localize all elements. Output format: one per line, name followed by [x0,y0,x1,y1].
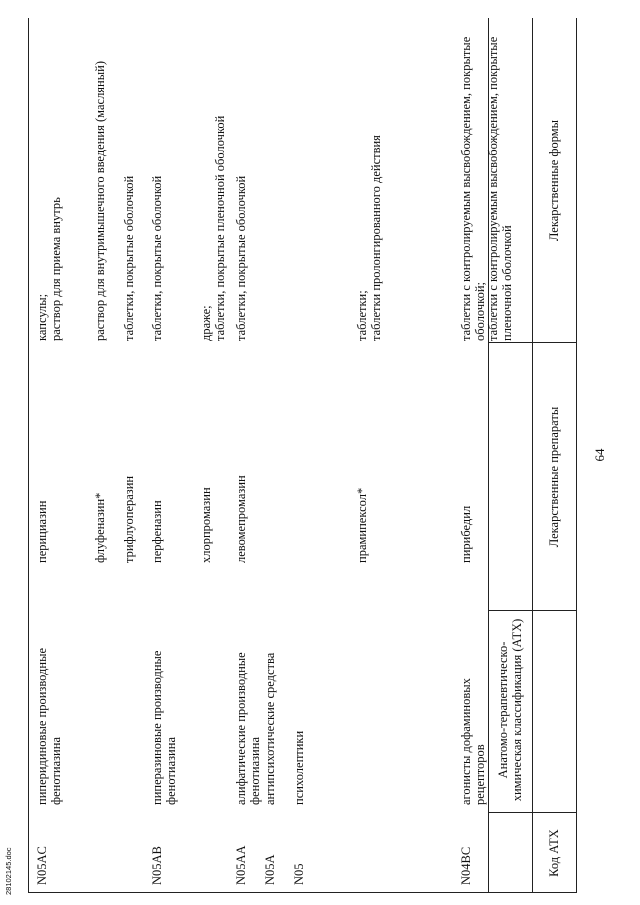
table-cell-code: N05AA [234,845,248,885]
table-cell-drug: трифлуоперазин [122,475,136,563]
table-cell-code: N05A [263,854,277,885]
table-cell-classification: психолептики [292,730,306,805]
table-cell-form: капсулы; раствор для приема внутрь [35,197,63,341]
table-cell-drug: левомепромазин [234,475,248,563]
header-forms: Лекарственные формы [547,119,561,242]
table-cell-classification: пиперидиновые производные фенотиазина [35,647,63,805]
table-cell-form: таблетки с контролируемым высвобождением, покрытые оболочкой; таблетки с контролируемым высвобождением, покрытые пленочной оболочкой [459,36,514,341]
table-cell-form: таблетки, покрытые оболочкой [150,175,164,341]
table-cell-form: таблетки, покрытые оболочкой [234,175,248,341]
table-cell-code: N05AB [150,846,164,885]
table-cell-form: таблетки, покрытые оболочкой [122,175,136,341]
table-cell-classification: антипсихотические средства [263,652,277,805]
table-cell-drug: прамипексол* [355,487,369,563]
table-bottom-border [576,18,577,893]
table-cell-classification: агонисты дофаминовых рецепторов [459,678,487,805]
table-cell-form: раствор для внутримышечного введения (масляный) [93,61,107,341]
table-cell-drug: хлорпромазин [199,487,213,563]
atc-table [28,18,577,893]
table-cell-code: N05AC [35,846,49,885]
table-cell-drug: перфеназин [150,500,164,563]
header-drugs: Лекарственные препараты [547,406,561,548]
table-cell-classification: пиперазиновые производные фенотиазина [150,650,178,805]
document-id: 28102145.doc [4,847,13,895]
table-cell-code: N05 [292,863,306,885]
table-top-border [28,18,29,893]
table-cell-drug: флуфеназин* [93,492,107,563]
header-code: Код АТХ [547,829,561,877]
table-cell-code: N04BC [459,846,473,885]
table-cell-form: драже; таблетки, покрытые пленочной оболочкой [199,115,227,341]
table-cell-drug: пирибедил [459,505,473,563]
table-cell-classification: алифатические производные фенотиазина [234,652,262,805]
table-cell-drug: перициазин [35,500,49,563]
table-left-border [28,892,577,893]
table-cell-form: таблетки; таблетки пролонгированного действия [355,135,383,341]
header-classification: Анатомо-терапевтическо-химическая классификация (АТХ) [496,618,524,802]
page-number: 64 [592,448,607,462]
